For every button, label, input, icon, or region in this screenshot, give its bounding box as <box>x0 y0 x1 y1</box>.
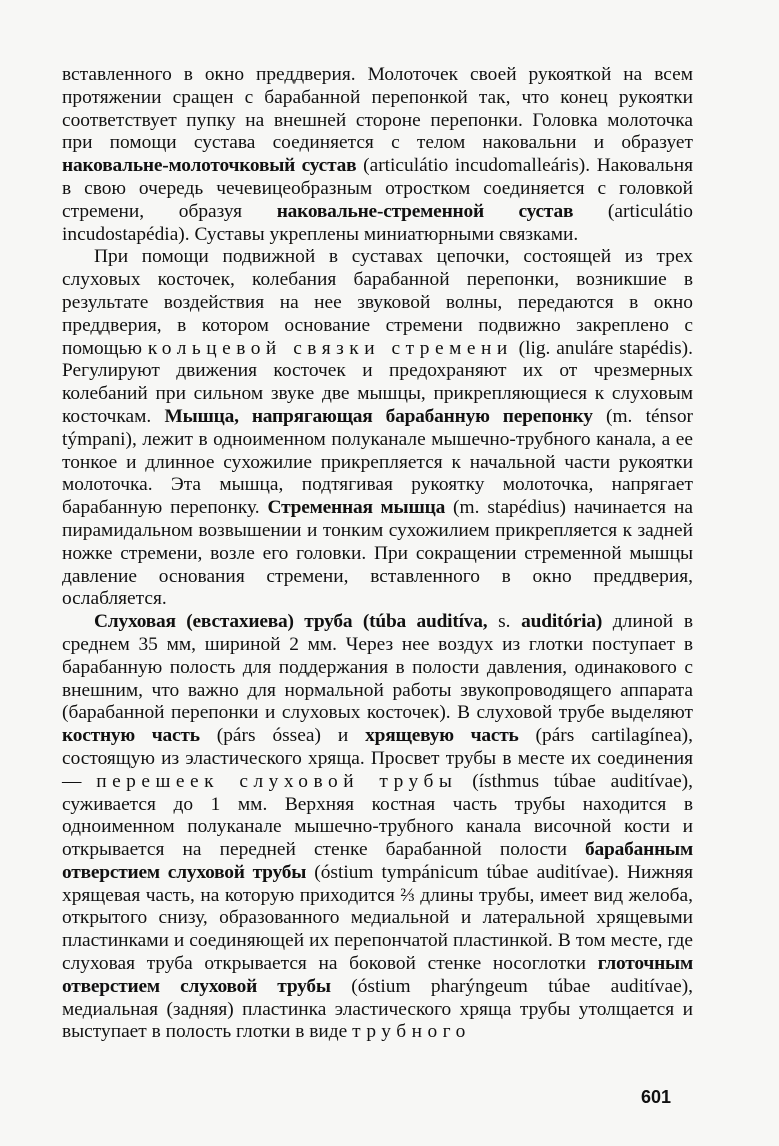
text-run: s. <box>487 611 522 633</box>
term-auditory-tube: Слуховая (евстахиева) труба (túba auditíva, <box>94 611 488 633</box>
paragraph-2 <box>62 246 693 611</box>
text-run: длиной в среднем 35 мм, шириной 2 мм. Через нее воздух из глотки поступает в барабанную полость для поддержания в полости давления, одинакового с внешним, что важно для нормальной работы звукопроводящего аппарата (барабанной перепонки и слуховых косточек). В слуховой трубе выделяют <box>62 611 693 724</box>
spaced-term-annular-ligament: кольцевой связки стремени <box>147 337 513 359</box>
text-run: вставленного в окно преддверия. Молоточек своей рукояткой на всем протяжении сращен с барабанной перепонкой так, что конец рукоятки соответствует пупку на внешней стороне перепонки. Головка молоточка при помощи сустава соединяется с телом наковальни и образует <box>62 64 693 154</box>
text-run: (lig. anuláre stapédis). Регулируют движения косточек и предохраняют их от чрезмерных колебаний при сильном звуке две мышцы, прикрепляющиеся к слуховым косточкам. <box>62 337 693 427</box>
term-pharyngeal-opening: глоточным отверстием слуховой трубы <box>62 953 693 997</box>
text-run: (ísthmus túbae auditívae), суживается до 1 мм. Верхняя костная часть трубы находится в одноименном полуканале мышечно-трубного канала височной кости и открывается на передней стенке барабанной полости <box>62 770 693 861</box>
text-run: (articulátio incudomalleáris). Наковальня в свою очередь чечевицеобразным отростком соединяется с головкой стремени, образуя <box>62 155 693 222</box>
term-cartilaginous-part: хрящевую часть <box>365 725 519 747</box>
paragraph-1 <box>62 64 693 246</box>
term-auditoria: auditória) <box>521 611 603 633</box>
page-number: 601 <box>641 1087 672 1107</box>
term-bony-part: костную часть <box>62 725 200 747</box>
term-tympanic-opening: барабанным отверстием слуховой трубы <box>62 839 693 883</box>
text-run: (m. stapédius) начинается на пирамидальном возвышении и тонким сухожилием прикрепляется к задней ножке стремени, возле его головки. При сокращении стременной мышцы давление основания стремени, вставленного в окно преддверия, ослабляется. <box>62 497 694 610</box>
text-run: (óstium tympánicum túbae auditívae). Нижняя хрящевая часть, на которую приходится ⅔ длины трубы, имеет вид желоба, открытого снизу, образованного медиальной и латеральной хрящевыми пластинками и соединяющей их перепончатой пластинкой. В том месте, где слуховая труба открывается на боковой стенке носоглотки <box>62 861 694 975</box>
term-stapedius: Стременная мышца <box>267 497 446 519</box>
term-incudomallear-joint: наковальне-молоточковый сустав <box>62 155 357 177</box>
text-run: (párs cartilagínea), состоящую из эластического хряща. Просвет трубы в месте их соединения — <box>62 725 693 792</box>
spaced-term-tubal: трубного <box>352 1021 471 1043</box>
body-text <box>62 64 693 1044</box>
term-tensor-tympani: Мышца, напрягающая барабанную перепонку <box>164 405 593 427</box>
text-run: (óstium pharýngeum túbae auditívae), медиальная (задняя) пластинка эластического хряща трубы утолщается и выступает в полость глотки в виде <box>62 975 694 1043</box>
text-run: (párs óssea) и <box>199 725 366 747</box>
paragraph-3 <box>62 611 693 1044</box>
text-run: При помощи подвижной в суставах цепочки, состоящей из трех слуховых косточек, колебания барабанной перепонки, возникшие в результате воздействия на нее звуковой волны, передаются в окно преддверия, в котором основание стремени подвижно закреплено с помощью <box>62 246 693 359</box>
term-incudostapedial-joint: наковальне-стременной сустав <box>276 200 574 222</box>
spaced-term-isthmus: перешеек слуховой трубы <box>96 770 458 792</box>
text-run: (m. ténsor týmpani), лежит в одноименном полуканале мышечно-трубного канала, а ее тонкое и длинное сухожилие прикрепляется к начальной части рукоятки молоточка. Эта мышца, подтягивая рукоятку молоточка, напрягает барабанную перепонку. <box>62 405 693 519</box>
text-run: (articulátio incudostapédia). Суставы укреплены миниатюрными связками. <box>62 200 693 245</box>
